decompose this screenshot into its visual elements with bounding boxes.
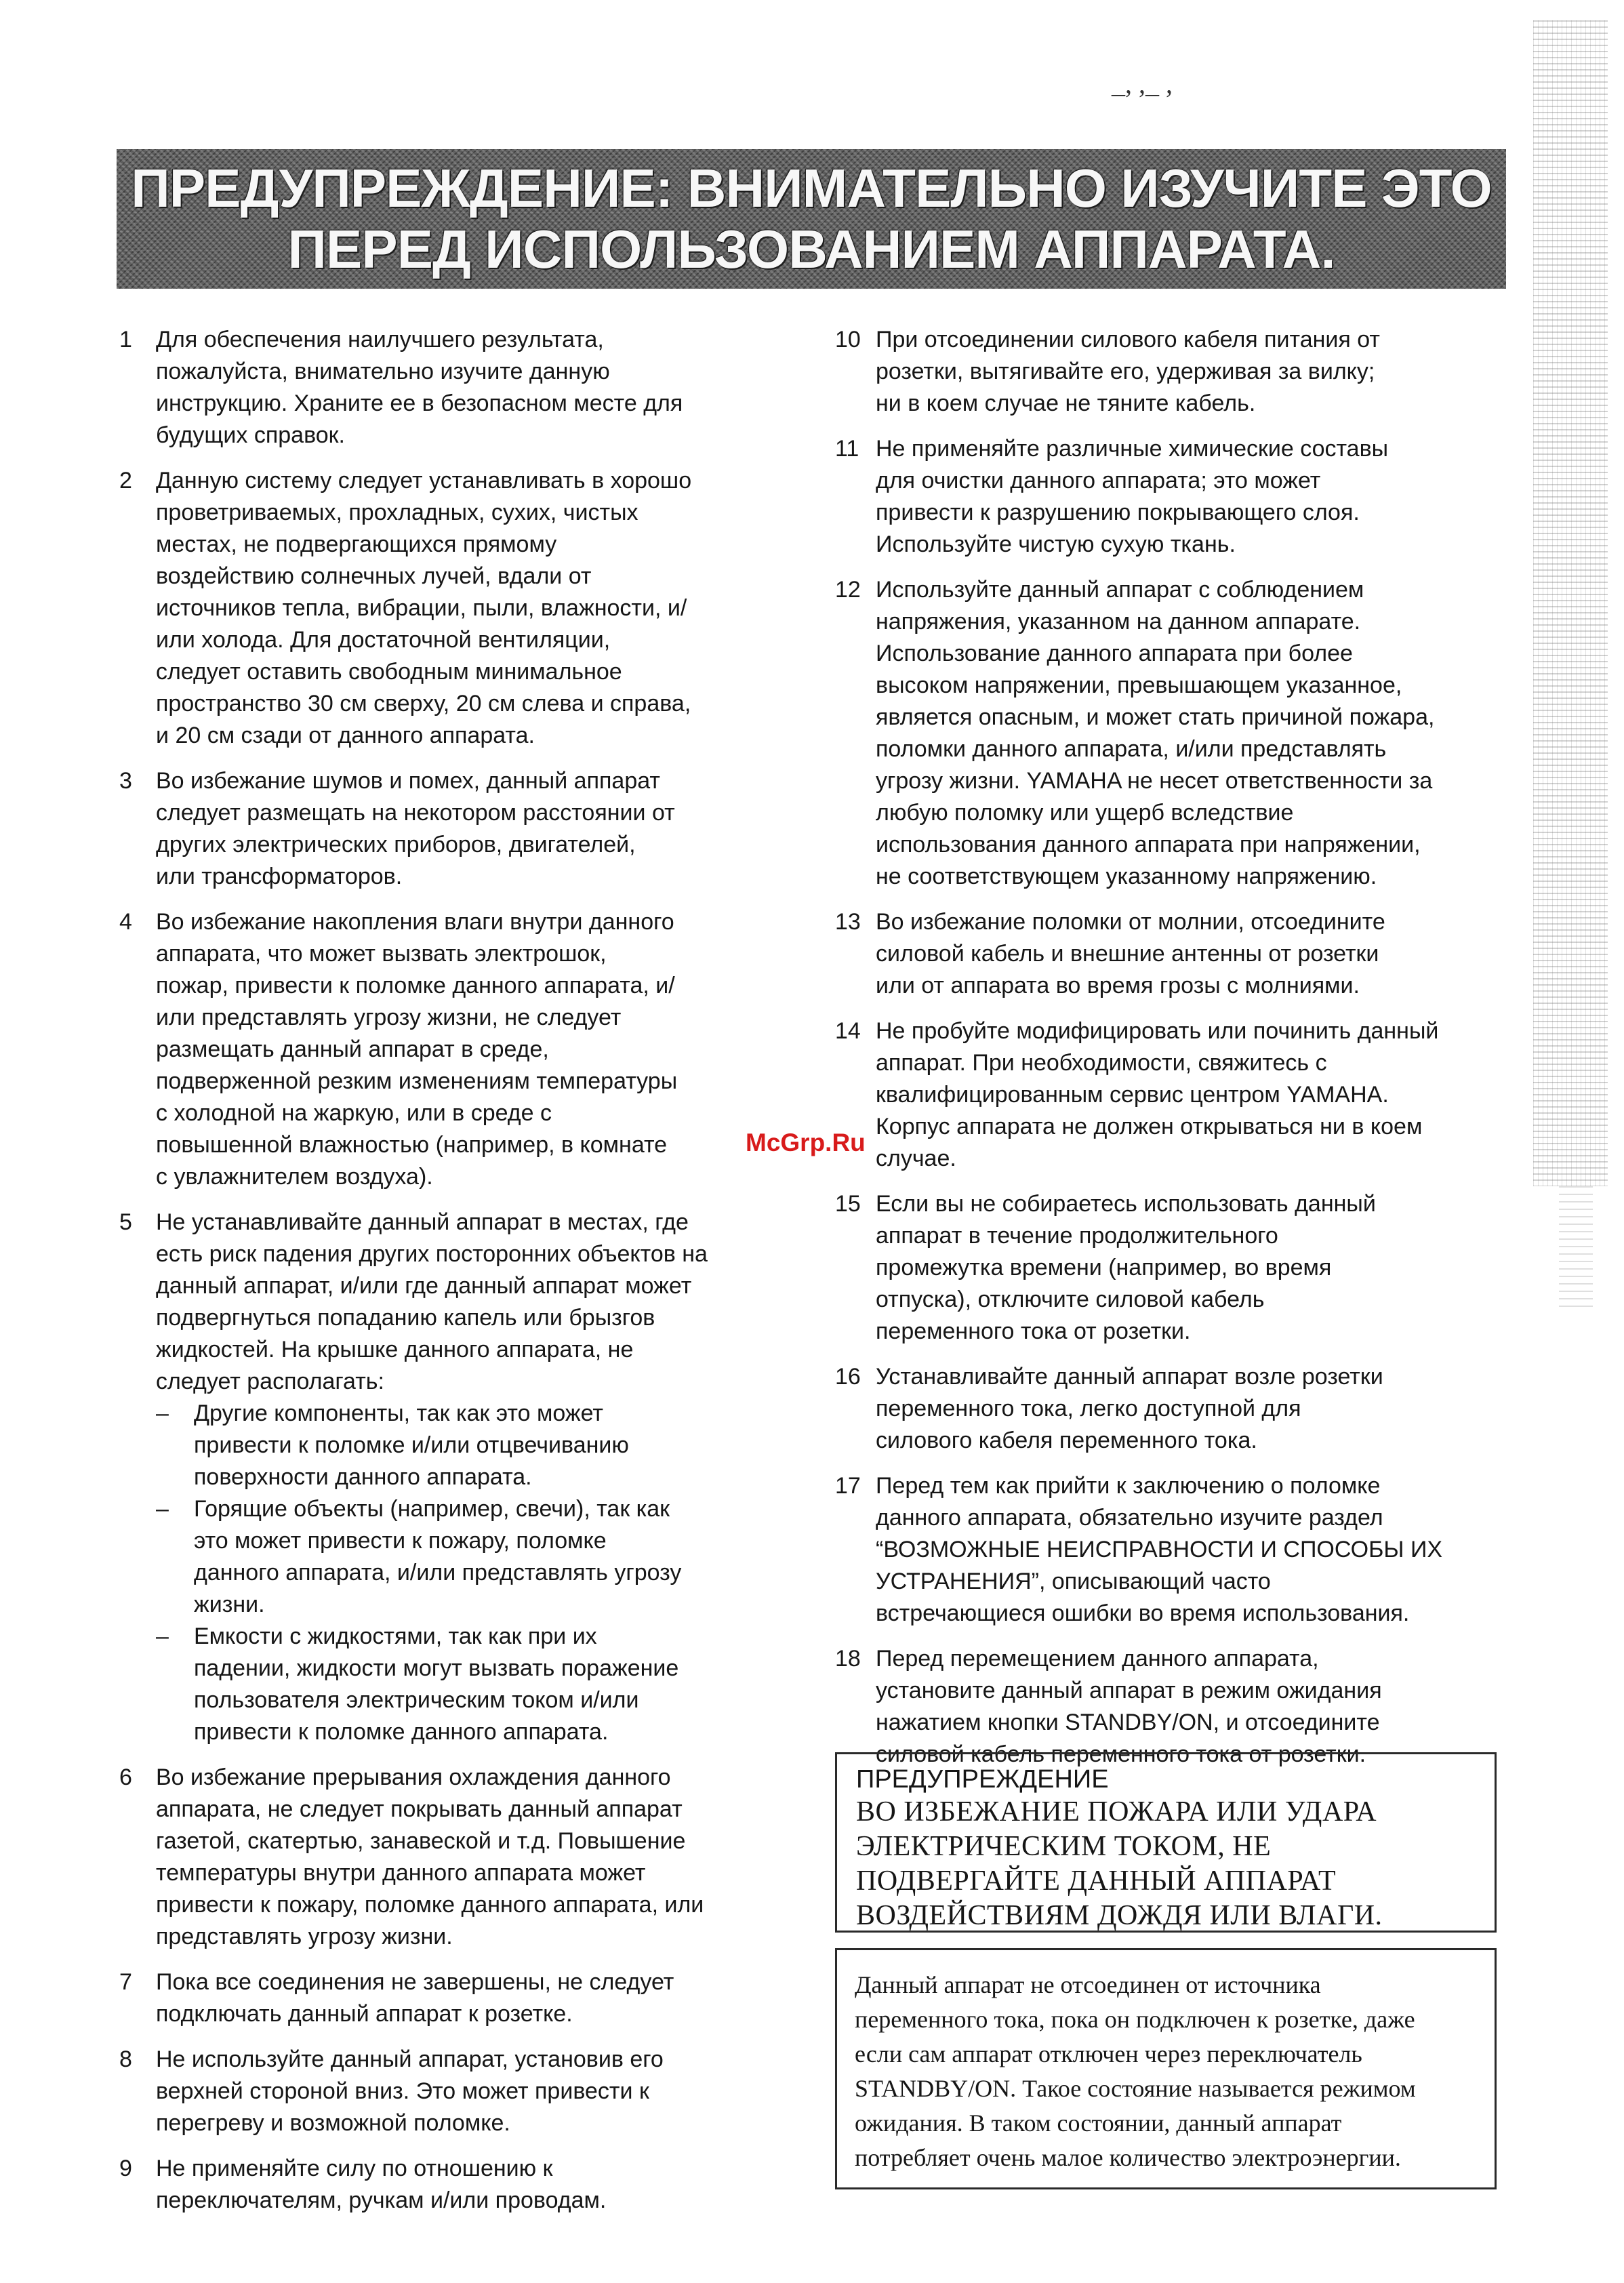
item-number: 8	[119, 2046, 132, 2072]
item-text: При отсоединении силового кабеля питания от розетки, вытягивайте его, удерживая за вилку; ни в коем случае не тяните кабель.	[876, 327, 1380, 416]
dash-bullet: –	[156, 1496, 169, 1522]
item-text: Не используйте данный аппарат, установив его верхней стороной вниз. Это может привести к перегреву и возможной поломке.	[156, 2046, 664, 2136]
list-item	[119, 765, 811, 893]
title-line-1: ПРЕДУПРЕЖДЕНИЕ: ВНИМАТЕЛЬНО ИЗУЧИТЕ ЭТО	[131, 158, 1492, 218]
item-text-block	[156, 1207, 811, 1748]
item-text-block	[876, 1643, 1513, 1771]
list-item	[835, 1015, 1513, 1175]
list-item	[119, 906, 811, 1193]
item-text-block	[156, 324, 811, 451]
left-column	[119, 324, 811, 2230]
list-item	[835, 433, 1513, 561]
sub-item-text: Другие компоненты, так как это может привести к поломке и/или отцвечиванию поверхности данного аппарата.	[194, 1400, 629, 1490]
item-number: 11	[835, 436, 859, 462]
item-text-block	[156, 1966, 811, 2030]
item-number: 16	[835, 1364, 861, 1390]
list-item	[119, 1966, 811, 2030]
item-text: Для обеспечения наилучшего результата, пожалуйста, внимательно изучите данную инструкцию. Храните ее в безопасном месте для будущих справок.	[156, 327, 683, 448]
sub-list-item	[156, 1493, 811, 1621]
item-number: 2	[119, 468, 132, 493]
list-item	[835, 324, 1513, 420]
item-text: Во избежание прерывания охлаждения данного аппарата, не следует покрывать данный аппарат газетой, скатертью, занавеской и т.д. Повышение температуры внутри данного аппарата может привести к пожару, поломке данного аппарата, или представлять угрозу жизни.	[156, 1764, 704, 1949]
item-text-block	[876, 433, 1513, 561]
scan-edge-noise-lower	[1559, 1186, 1593, 1308]
item-number: 17	[835, 1473, 861, 1499]
item-text: Не пробуйте модифицировать или починить данный аппарат. При необходимости, свяжитесь с квалифицированным сервис центром YAMAHA. Корпус аппарата не должен открываться ни в коем случае.	[876, 1018, 1439, 1171]
item-number: 12	[835, 577, 861, 603]
title-banner	[117, 149, 1506, 289]
list-item	[835, 906, 1513, 1002]
item-number: 4	[119, 909, 132, 935]
list-item	[835, 1470, 1513, 1630]
scan-edge-noise	[1533, 20, 1608, 1186]
sub-list-item	[156, 1621, 811, 1748]
item-text: Во избежание шумов и помех, данный аппарат следует размещать на некотором расстоянии от других электрических приборов, двигателей, или трансформаторов.	[156, 768, 675, 889]
standby-note-box	[835, 1948, 1497, 2189]
list-item	[835, 574, 1513, 893]
item-text: Используйте данный аппарат с соблюдением напряжения, указанном на данном аппарате. Использование данного аппарата при более высоком напряжении, превышающем указанное, является опасным, и может стать причиной пожара, поломки данного аппарата, и/или представлять угрозу жизни. YAMAHA не несет ответственности за любую поломку или ущерб вследствие использования данного аппарата при напряжении, не соответствующем указанному напряжению.	[876, 577, 1435, 889]
item-text: Пока все соединения не завершены, не следует подключать данный аппарат к розетке.	[156, 1969, 674, 2027]
item-text-block	[876, 574, 1513, 893]
item-text: Перед перемещением данного аппарата, установите данный аппарат в режим ожидания нажатием кнопки STANDBY/ON, и отсоедините силовой кабель переменного тока от розетки.	[876, 1646, 1382, 1767]
item-number: 9	[119, 2156, 132, 2181]
item-number: 5	[119, 1209, 132, 1235]
list-item	[835, 1643, 1513, 1771]
item-number: 6	[119, 1764, 132, 1790]
item-text-block	[876, 1361, 1513, 1457]
watermark-link[interactable]: McGrp.Ru	[746, 1129, 866, 1156]
item-text: Не применяйте различные химические составы для очистки данного аппарата; это может привести к разрушению покрывающего слоя. Используйте чистую сухую ткань.	[876, 436, 1389, 557]
list-item	[119, 324, 811, 451]
scan-marks: _, ,_ ,	[1112, 68, 1173, 99]
dash-bullet: –	[156, 1400, 169, 1426]
item-text: Во избежание поломки от молнии, отсоедините силовой кабель и внешние антенны от розетки или от аппарата во время грозы с молниями.	[876, 909, 1385, 998]
warning-heading: ПРЕДУПРЕЖДЕНИЕ	[856, 1765, 1109, 1794]
item-number: 14	[835, 1018, 861, 1044]
title-line-2: ПЕРЕД ИСПОЛЬЗОВАНИЕМ АППАРАТА.	[287, 219, 1335, 279]
item-text-block	[876, 1015, 1513, 1175]
warning-box	[835, 1752, 1497, 1933]
list-item	[119, 1762, 811, 1953]
item-text-block	[156, 765, 811, 893]
item-text: Во избежание накопления влаги внутри данного аппарата, что может вызвать электрошок, пожар, привести к поломке данного аппарата, и/ или представлять угрозу жизни, не следует размещать данный аппарат в среде, подверженной резким изменениям температуры с холодной на жаркую, или в среде с повышенной влажностью (например, в комнате с увлажнителем воздуха).	[156, 909, 678, 1190]
warning-body: ВО ИЗБЕЖАНИЕ ПОЖАРА ИЛИ УДАРА ЭЛЕКТРИЧЕСКИМ ТОКОМ, НЕ ПОДВЕРГАЙТЕ ДАННЫЙ АППАРАТ ВОЗДЕЙСТВИЯМ ДОЖДЯ ИЛИ ВЛАГИ.	[856, 1796, 1383, 1931]
list-item	[119, 2044, 811, 2139]
item-text: Не устанавливайте данный аппарат в местах, где есть риск падения других посторонних объектов на данный аппарат, и/или где данный аппарат может подвергнуться попаданию капель или брызгов жидкостей. На крышке данного аппарата, не следует располагать:	[156, 1209, 708, 1394]
item-text-block	[156, 1762, 811, 1953]
item-text-block	[876, 324, 1513, 420]
list-item	[835, 1361, 1513, 1457]
dash-bullet: –	[156, 1623, 169, 1649]
item-text-block	[876, 1470, 1513, 1630]
item-text: Устанавливайте данный аппарат возле розетки переменного тока, легко доступной для силового кабеля переменного тока.	[876, 1364, 1383, 1453]
item-text-block	[156, 465, 811, 752]
right-column	[835, 324, 1513, 1784]
item-number: 10	[835, 327, 861, 352]
item-number: 13	[835, 909, 861, 935]
item-text: Данную систему следует устанавливать в хорошо проветриваемых, прохладных, сухих, чистых местах, не подвергающихся прямому воздействию солнечных лучей, вдали от источников тепла, вибрации, пыли, влажности, и/ или холода. Для достаточной вентиляции, следует оставить свободным минимальное пространство 30 см сверху, 20 см слева и справа, и 20 см сзади от данного аппарата.	[156, 468, 692, 748]
sub-item-text: Емкости с жидкостями, так как при их падении, жидкости могут вызвать поражение пользователя электрическим током и/или привести к поломке данного аппарата.	[194, 1623, 679, 1745]
item-text-block	[156, 2044, 811, 2139]
item-text: Если вы не собираетесь использовать данный аппарат в течение продолжительного промежутка времени (например, во время отпуска), отключите силовой кабель переменного тока от розетки.	[876, 1191, 1376, 1344]
item-number: 7	[119, 1969, 132, 1995]
sub-list-item	[156, 1398, 811, 1493]
list-item	[119, 465, 811, 752]
standby-note-text: Данный аппарат не отсоединен от источника переменного тока, пока он подключен к розетке, даже если сам аппарат отключен через переключатель STANDBY/ON. Такое состояние называется режимом ожидания. В таком состоянии, данный аппарат потребляет очень малое количество электроэнергии.	[855, 1971, 1416, 2171]
item-text: Не применяйте силу по отношению к переключателям, ручкам и/или проводам.	[156, 2156, 607, 2213]
sub-list	[156, 1398, 811, 1748]
list-item	[119, 2153, 811, 2217]
item-number: 18	[835, 1646, 861, 1672]
item-number: 1	[119, 327, 132, 352]
item-text-block	[876, 906, 1513, 1002]
item-text: Перед тем как прийти к заключению о поломке данного аппарата, обязательно изучите раздел “ВОЗМОЖНЫЕ НЕИСПРАВНОСТИ И СПОСОБЫ ИХ УСТРАНЕНИЯ”, описывающий часто встречающиеся ошибки во время использования.	[876, 1473, 1443, 1626]
item-text-block	[876, 1188, 1513, 1348]
item-text-block	[156, 2153, 811, 2217]
item-number: 15	[835, 1191, 861, 1217]
item-text-block	[156, 906, 811, 1193]
list-item	[119, 1207, 811, 1748]
list-item	[835, 1188, 1513, 1348]
item-number: 3	[119, 768, 132, 794]
sub-item-text: Горящие объекты (например, свечи), так как это может привести к пожару, поломке данного аппарата, и/или представлять угрозу жизни.	[194, 1496, 682, 1617]
